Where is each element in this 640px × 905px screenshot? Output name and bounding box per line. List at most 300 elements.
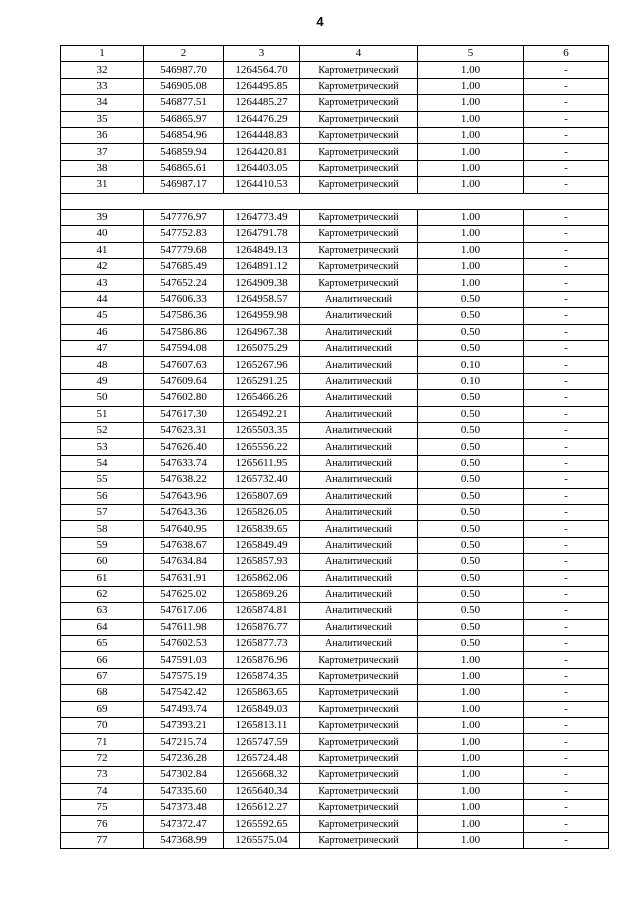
point-number-cell: 40 xyxy=(61,226,144,242)
accuracy-cell: 1.00 xyxy=(418,652,524,668)
point-number-cell: 64 xyxy=(61,619,144,635)
y-coordinate-cell: 1265849.49 xyxy=(224,537,300,553)
method-cell: Картометрический xyxy=(300,750,418,766)
point-number-cell: 53 xyxy=(61,439,144,455)
table-row xyxy=(61,668,609,684)
y-coordinate-cell: 1265813.11 xyxy=(224,718,300,734)
point-number-cell: 43 xyxy=(61,275,144,291)
y-coordinate-cell: 1264485.27 xyxy=(224,95,300,111)
point-number-cell: 54 xyxy=(61,455,144,471)
point-number-cell: 65 xyxy=(61,636,144,652)
table-row xyxy=(61,78,609,94)
note-cell: - xyxy=(524,291,609,307)
point-number-cell: 51 xyxy=(61,406,144,422)
x-coordinate-cell: 547752.83 xyxy=(144,226,224,242)
note-cell: - xyxy=(524,209,609,225)
method-cell: Картометрический xyxy=(300,78,418,94)
column-header: 1 xyxy=(61,46,144,62)
accuracy-cell: 0.50 xyxy=(418,488,524,504)
note-cell: - xyxy=(524,242,609,258)
note-cell: - xyxy=(524,636,609,652)
note-cell: - xyxy=(524,357,609,373)
y-coordinate-cell: 1265075.29 xyxy=(224,341,300,357)
accuracy-cell: 1.00 xyxy=(418,718,524,734)
note-cell: - xyxy=(524,160,609,176)
note-cell: - xyxy=(524,685,609,701)
point-number-cell: 48 xyxy=(61,357,144,373)
y-coordinate-cell: 1265876.77 xyxy=(224,619,300,635)
point-number-cell: 32 xyxy=(61,62,144,78)
table-row xyxy=(61,472,609,488)
method-cell: Картометрический xyxy=(300,767,418,783)
page-number: 4 xyxy=(316,14,324,29)
point-number-cell: 69 xyxy=(61,701,144,717)
accuracy-cell: 0.50 xyxy=(418,308,524,324)
accuracy-cell: 1.00 xyxy=(418,144,524,160)
method-cell: Картометрический xyxy=(300,62,418,78)
table-row xyxy=(61,275,609,291)
y-coordinate-cell: 1265611.95 xyxy=(224,455,300,471)
column-header: 4 xyxy=(300,46,418,62)
x-coordinate-cell: 547638.67 xyxy=(144,537,224,553)
accuracy-cell: 1.00 xyxy=(418,750,524,766)
method-cell: Аналитический xyxy=(300,570,418,586)
point-number-cell: 75 xyxy=(61,799,144,815)
y-coordinate-cell: 1264959.98 xyxy=(224,308,300,324)
method-cell: Аналитический xyxy=(300,521,418,537)
x-coordinate-cell: 547617.06 xyxy=(144,603,224,619)
accuracy-cell: 1.00 xyxy=(418,783,524,799)
table-row xyxy=(61,586,609,602)
accuracy-cell: 1.00 xyxy=(418,226,524,242)
x-coordinate-cell: 547643.36 xyxy=(144,504,224,520)
accuracy-cell: 1.00 xyxy=(418,111,524,127)
table-row xyxy=(61,62,609,78)
method-cell: Картометрический xyxy=(300,718,418,734)
accuracy-cell: 1.00 xyxy=(418,275,524,291)
y-coordinate-cell: 1265503.35 xyxy=(224,422,300,438)
note-cell: - xyxy=(524,406,609,422)
method-cell: Картометрический xyxy=(300,275,418,291)
column-header: 5 xyxy=(418,46,524,62)
accuracy-cell: 0.10 xyxy=(418,357,524,373)
x-coordinate-cell: 547591.03 xyxy=(144,652,224,668)
note-cell: - xyxy=(524,832,609,848)
method-cell: Картометрический xyxy=(300,799,418,815)
accuracy-cell: 0.50 xyxy=(418,537,524,553)
x-coordinate-cell: 547586.36 xyxy=(144,308,224,324)
point-number-cell: 38 xyxy=(61,160,144,176)
table-body xyxy=(61,46,609,849)
table-row xyxy=(61,767,609,783)
table-row xyxy=(61,226,609,242)
point-number-cell: 33 xyxy=(61,78,144,94)
x-coordinate-cell: 547625.02 xyxy=(144,586,224,602)
table-row xyxy=(61,701,609,717)
method-cell: Аналитический xyxy=(300,554,418,570)
empty-cell xyxy=(61,193,144,209)
x-coordinate-cell: 547633.74 xyxy=(144,455,224,471)
method-cell: Аналитический xyxy=(300,586,418,602)
point-number-cell: 63 xyxy=(61,603,144,619)
y-coordinate-cell: 1264420.81 xyxy=(224,144,300,160)
x-coordinate-cell: 547602.53 xyxy=(144,636,224,652)
x-coordinate-cell: 547368.99 xyxy=(144,832,224,848)
note-cell: - xyxy=(524,439,609,455)
accuracy-cell: 0.50 xyxy=(418,291,524,307)
note-cell: - xyxy=(524,390,609,406)
point-number-cell: 41 xyxy=(61,242,144,258)
y-coordinate-cell: 1265575.04 xyxy=(224,832,300,848)
note-cell: - xyxy=(524,144,609,160)
table-row xyxy=(61,603,609,619)
accuracy-cell: 1.00 xyxy=(418,701,524,717)
x-coordinate-cell: 547493.74 xyxy=(144,701,224,717)
table-row xyxy=(61,324,609,340)
point-number-cell: 60 xyxy=(61,554,144,570)
table-row xyxy=(61,734,609,750)
accuracy-cell: 0.50 xyxy=(418,324,524,340)
method-cell: Картометрический xyxy=(300,652,418,668)
accuracy-cell: 0.50 xyxy=(418,619,524,635)
note-cell: - xyxy=(524,177,609,193)
method-cell: Картометрический xyxy=(300,734,418,750)
method-cell: Аналитический xyxy=(300,357,418,373)
x-coordinate-cell: 547623.31 xyxy=(144,422,224,438)
table-row xyxy=(61,259,609,275)
note-cell: - xyxy=(524,799,609,815)
y-coordinate-cell: 1264773.49 xyxy=(224,209,300,225)
method-cell: Аналитический xyxy=(300,422,418,438)
method-cell: Картометрический xyxy=(300,209,418,225)
table-row xyxy=(61,455,609,471)
note-cell: - xyxy=(524,455,609,471)
y-coordinate-cell: 1265291.25 xyxy=(224,373,300,389)
x-coordinate-cell: 547302.84 xyxy=(144,767,224,783)
y-coordinate-cell: 1265869.26 xyxy=(224,586,300,602)
note-cell: - xyxy=(524,537,609,553)
point-number-cell: 67 xyxy=(61,668,144,684)
accuracy-cell: 1.00 xyxy=(418,209,524,225)
block-separator-row xyxy=(61,193,609,209)
point-number-cell: 61 xyxy=(61,570,144,586)
y-coordinate-cell: 1264909.38 xyxy=(224,275,300,291)
table-row xyxy=(61,554,609,570)
y-coordinate-cell: 1265466.26 xyxy=(224,390,300,406)
y-coordinate-cell: 1264476.29 xyxy=(224,111,300,127)
x-coordinate-cell: 547638.22 xyxy=(144,472,224,488)
point-number-cell: 57 xyxy=(61,504,144,520)
method-cell: Аналитический xyxy=(300,603,418,619)
point-number-cell: 74 xyxy=(61,783,144,799)
accuracy-cell: 1.00 xyxy=(418,78,524,94)
method-cell: Картометрический xyxy=(300,242,418,258)
x-coordinate-cell: 547575.19 xyxy=(144,668,224,684)
x-coordinate-cell: 547236.28 xyxy=(144,750,224,766)
empty-cell xyxy=(418,193,524,209)
note-cell: - xyxy=(524,586,609,602)
point-number-cell: 52 xyxy=(61,422,144,438)
point-number-cell: 46 xyxy=(61,324,144,340)
method-cell: Картометрический xyxy=(300,95,418,111)
point-number-cell: 42 xyxy=(61,259,144,275)
accuracy-cell: 1.00 xyxy=(418,685,524,701)
table-row xyxy=(61,783,609,799)
accuracy-cell: 0.50 xyxy=(418,472,524,488)
method-cell: Аналитический xyxy=(300,619,418,635)
accuracy-cell: 1.00 xyxy=(418,160,524,176)
x-coordinate-cell: 547611.98 xyxy=(144,619,224,635)
accuracy-cell: 0.50 xyxy=(418,603,524,619)
note-cell: - xyxy=(524,472,609,488)
method-cell: Картометрический xyxy=(300,127,418,143)
note-cell: - xyxy=(524,701,609,717)
table-row xyxy=(61,521,609,537)
y-coordinate-cell: 1265807.69 xyxy=(224,488,300,504)
y-coordinate-cell: 1265668.32 xyxy=(224,767,300,783)
accuracy-cell: 0.50 xyxy=(418,341,524,357)
y-coordinate-cell: 1264891.12 xyxy=(224,259,300,275)
y-coordinate-cell: 1265612.27 xyxy=(224,799,300,815)
x-coordinate-cell: 547640.95 xyxy=(144,521,224,537)
x-coordinate-cell: 547586.86 xyxy=(144,324,224,340)
accuracy-cell: 1.00 xyxy=(418,95,524,111)
note-cell: - xyxy=(524,324,609,340)
note-cell: - xyxy=(524,127,609,143)
point-number-cell: 68 xyxy=(61,685,144,701)
accuracy-cell: 0.50 xyxy=(418,422,524,438)
method-cell: Картометрический xyxy=(300,259,418,275)
note-cell: - xyxy=(524,308,609,324)
y-coordinate-cell: 1265874.35 xyxy=(224,668,300,684)
y-coordinate-cell: 1264564.70 xyxy=(224,62,300,78)
accuracy-cell: 0.50 xyxy=(418,406,524,422)
y-coordinate-cell: 1264410.53 xyxy=(224,177,300,193)
accuracy-cell: 1.00 xyxy=(418,668,524,684)
note-cell: - xyxy=(524,259,609,275)
method-cell: Аналитический xyxy=(300,455,418,471)
method-cell: Картометрический xyxy=(300,668,418,684)
point-number-cell: 34 xyxy=(61,95,144,111)
method-cell: Картометрический xyxy=(300,816,418,832)
note-cell: - xyxy=(524,734,609,750)
note-cell: - xyxy=(524,62,609,78)
table-row xyxy=(61,291,609,307)
note-cell: - xyxy=(524,718,609,734)
note-cell: - xyxy=(524,767,609,783)
y-coordinate-cell: 1265592.65 xyxy=(224,816,300,832)
note-cell: - xyxy=(524,275,609,291)
note-cell: - xyxy=(524,750,609,766)
point-number-cell: 76 xyxy=(61,816,144,832)
method-cell: Картометрический xyxy=(300,783,418,799)
y-coordinate-cell: 1265862.06 xyxy=(224,570,300,586)
method-cell: Аналитический xyxy=(300,504,418,520)
note-cell: - xyxy=(524,570,609,586)
accuracy-cell: 1.00 xyxy=(418,816,524,832)
x-coordinate-cell: 546987.17 xyxy=(144,177,224,193)
accuracy-cell: 0.50 xyxy=(418,521,524,537)
point-number-cell: 71 xyxy=(61,734,144,750)
empty-cell xyxy=(524,193,609,209)
accuracy-cell: 0.50 xyxy=(418,439,524,455)
x-coordinate-cell: 547594.08 xyxy=(144,341,224,357)
point-number-cell: 72 xyxy=(61,750,144,766)
coordinates-table xyxy=(60,45,609,849)
y-coordinate-cell: 1264849.13 xyxy=(224,242,300,258)
y-coordinate-cell: 1265732.40 xyxy=(224,472,300,488)
y-coordinate-cell: 1264448.83 xyxy=(224,127,300,143)
empty-cell xyxy=(300,193,418,209)
x-coordinate-cell: 547631.91 xyxy=(144,570,224,586)
note-cell: - xyxy=(524,652,609,668)
method-cell: Картометрический xyxy=(300,832,418,848)
note-cell: - xyxy=(524,373,609,389)
x-coordinate-cell: 547626.40 xyxy=(144,439,224,455)
table-row xyxy=(61,308,609,324)
method-cell: Аналитический xyxy=(300,373,418,389)
y-coordinate-cell: 1265857.93 xyxy=(224,554,300,570)
note-cell: - xyxy=(524,554,609,570)
point-number-cell: 73 xyxy=(61,767,144,783)
table-row xyxy=(61,537,609,553)
method-cell: Аналитический xyxy=(300,291,418,307)
point-number-cell: 37 xyxy=(61,144,144,160)
x-coordinate-cell: 547609.64 xyxy=(144,373,224,389)
table-row xyxy=(61,718,609,734)
method-cell: Аналитический xyxy=(300,390,418,406)
y-coordinate-cell: 1264403.05 xyxy=(224,160,300,176)
table-row xyxy=(61,357,609,373)
y-coordinate-cell: 1264967.38 xyxy=(224,324,300,340)
x-coordinate-cell: 547643.96 xyxy=(144,488,224,504)
method-cell: Аналитический xyxy=(300,472,418,488)
y-coordinate-cell: 1265724.48 xyxy=(224,750,300,766)
x-coordinate-cell: 547685.49 xyxy=(144,259,224,275)
method-cell: Аналитический xyxy=(300,341,418,357)
note-cell: - xyxy=(524,504,609,520)
accuracy-cell: 0.50 xyxy=(418,570,524,586)
column-header: 2 xyxy=(144,46,224,62)
x-coordinate-cell: 547779.68 xyxy=(144,242,224,258)
x-coordinate-cell: 546865.61 xyxy=(144,160,224,176)
column-header: 3 xyxy=(224,46,300,62)
table-row xyxy=(61,570,609,586)
point-number-cell: 50 xyxy=(61,390,144,406)
table-row xyxy=(61,242,609,258)
y-coordinate-cell: 1265874.81 xyxy=(224,603,300,619)
x-coordinate-cell: 546877.51 xyxy=(144,95,224,111)
table-row xyxy=(61,619,609,635)
method-cell: Картометрический xyxy=(300,160,418,176)
y-coordinate-cell: 1264495.85 xyxy=(224,78,300,94)
x-coordinate-cell: 547373.48 xyxy=(144,799,224,815)
x-coordinate-cell: 547776.97 xyxy=(144,209,224,225)
point-number-cell: 59 xyxy=(61,537,144,553)
note-cell: - xyxy=(524,111,609,127)
note-cell: - xyxy=(524,816,609,832)
accuracy-cell: 1.00 xyxy=(418,734,524,750)
note-cell: - xyxy=(524,341,609,357)
y-coordinate-cell: 1265267.96 xyxy=(224,357,300,373)
table-row xyxy=(61,816,609,832)
point-number-cell: 49 xyxy=(61,373,144,389)
x-coordinate-cell: 547634.84 xyxy=(144,554,224,570)
point-number-cell: 58 xyxy=(61,521,144,537)
accuracy-cell: 0.50 xyxy=(418,455,524,471)
method-cell: Картометрический xyxy=(300,226,418,242)
x-coordinate-cell: 547602.80 xyxy=(144,390,224,406)
note-cell: - xyxy=(524,422,609,438)
empty-cell xyxy=(224,193,300,209)
note-cell: - xyxy=(524,95,609,111)
accuracy-cell: 1.00 xyxy=(418,799,524,815)
x-coordinate-cell: 547215.74 xyxy=(144,734,224,750)
column-header: 6 xyxy=(524,46,609,62)
y-coordinate-cell: 1265863.65 xyxy=(224,685,300,701)
note-cell: - xyxy=(524,78,609,94)
note-cell: - xyxy=(524,226,609,242)
y-coordinate-cell: 1265876.96 xyxy=(224,652,300,668)
x-coordinate-cell: 547393.21 xyxy=(144,718,224,734)
note-cell: - xyxy=(524,668,609,684)
x-coordinate-cell: 547617.30 xyxy=(144,406,224,422)
note-cell: - xyxy=(524,603,609,619)
accuracy-cell: 1.00 xyxy=(418,767,524,783)
y-coordinate-cell: 1265492.21 xyxy=(224,406,300,422)
point-number-cell: 56 xyxy=(61,488,144,504)
note-cell: - xyxy=(524,783,609,799)
accuracy-cell: 0.50 xyxy=(418,390,524,406)
point-number-cell: 77 xyxy=(61,832,144,848)
method-cell: Аналитический xyxy=(300,406,418,422)
point-number-cell: 36 xyxy=(61,127,144,143)
point-number-cell: 47 xyxy=(61,341,144,357)
point-number-cell: 45 xyxy=(61,308,144,324)
table-row xyxy=(61,636,609,652)
table-row xyxy=(61,341,609,357)
point-number-cell: 39 xyxy=(61,209,144,225)
point-number-cell: 70 xyxy=(61,718,144,734)
accuracy-cell: 1.00 xyxy=(418,242,524,258)
x-coordinate-cell: 547606.33 xyxy=(144,291,224,307)
y-coordinate-cell: 1264958.57 xyxy=(224,291,300,307)
method-cell: Аналитический xyxy=(300,636,418,652)
table-row xyxy=(61,504,609,520)
point-number-cell: 35 xyxy=(61,111,144,127)
x-coordinate-cell: 547607.63 xyxy=(144,357,224,373)
table-row xyxy=(61,652,609,668)
accuracy-cell: 0.50 xyxy=(418,554,524,570)
note-cell: - xyxy=(524,521,609,537)
note-cell: - xyxy=(524,619,609,635)
method-cell: Аналитический xyxy=(300,324,418,340)
point-number-cell: 62 xyxy=(61,586,144,602)
table-row xyxy=(61,832,609,848)
x-coordinate-cell: 546859.94 xyxy=(144,144,224,160)
accuracy-cell: 1.00 xyxy=(418,177,524,193)
table-row xyxy=(61,422,609,438)
table-row xyxy=(61,390,609,406)
accuracy-cell: 0.50 xyxy=(418,504,524,520)
x-coordinate-cell: 547372.47 xyxy=(144,816,224,832)
table-row xyxy=(61,160,609,176)
y-coordinate-cell: 1265849.03 xyxy=(224,701,300,717)
x-coordinate-cell: 546987.70 xyxy=(144,62,224,78)
point-number-cell: 66 xyxy=(61,652,144,668)
accuracy-cell: 1.00 xyxy=(418,127,524,143)
empty-cell xyxy=(144,193,224,209)
